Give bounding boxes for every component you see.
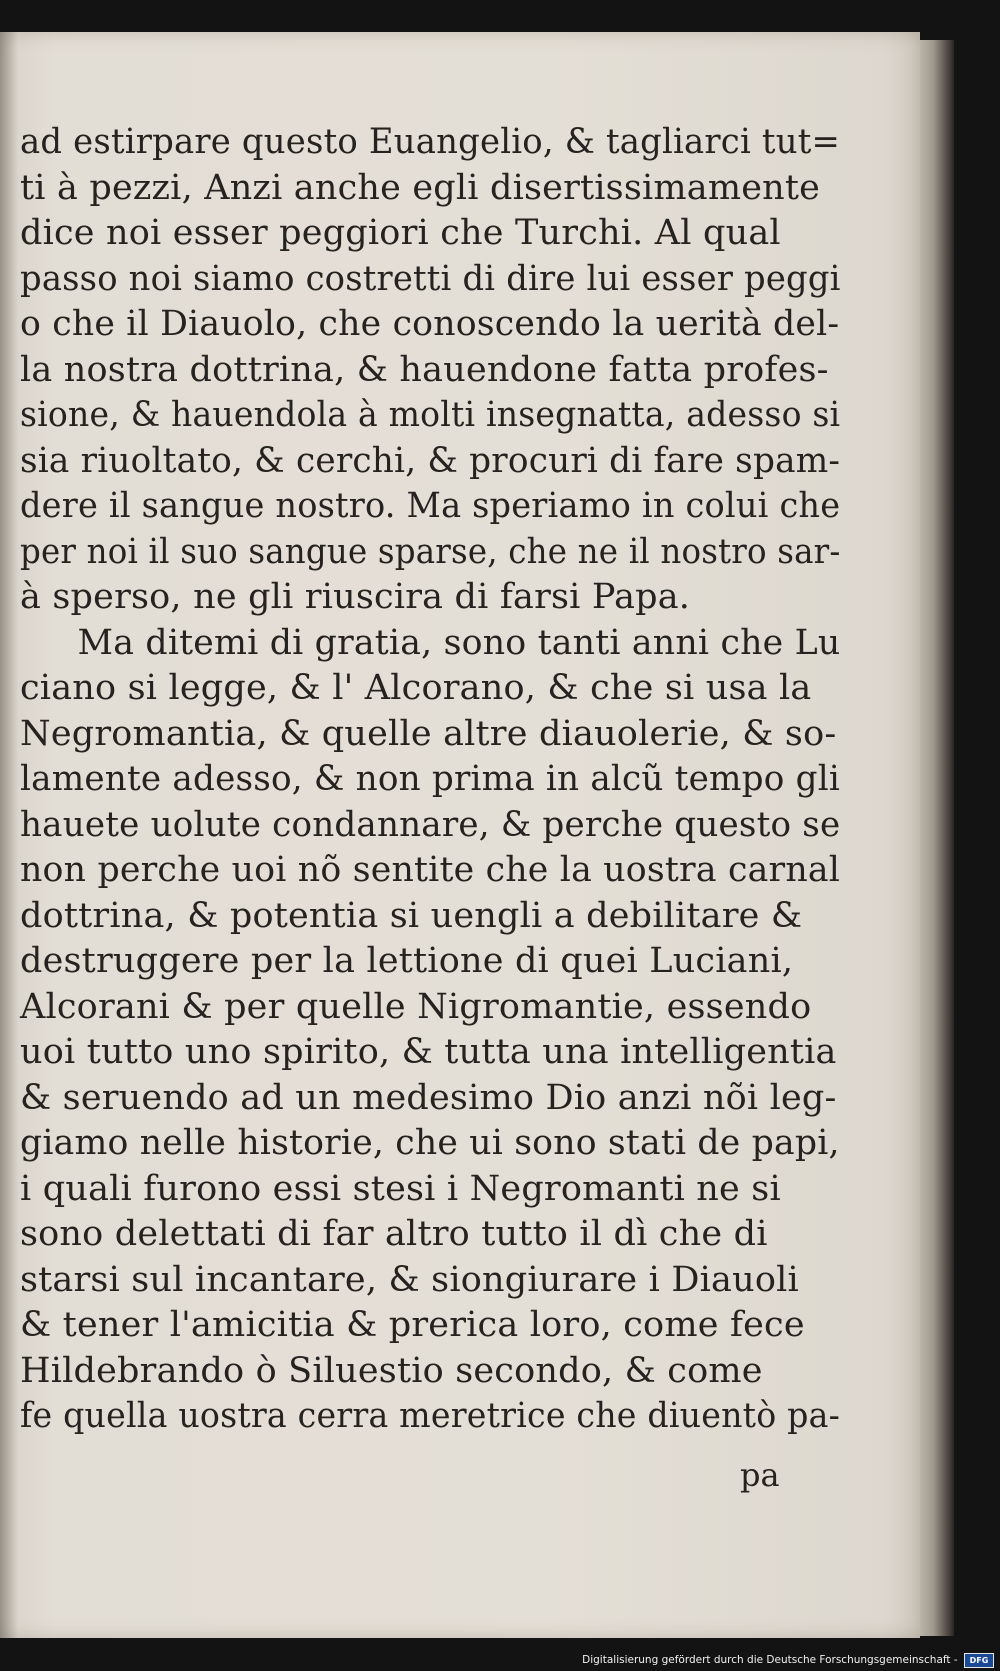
text-line: i quali furono essi stesi i Negromanti ne si xyxy=(20,1168,781,1209)
text-line: Negromantia, & quelle altre diauolerie, & so- xyxy=(20,713,837,754)
text-block xyxy=(20,120,840,1440)
text-line: & seruendo ad un medesimo Dio anzi nõi leg- xyxy=(20,1077,837,1118)
text-line: destruggere per la lettione di quei Luciani, xyxy=(20,941,794,981)
footer-credit-text: Digitalisierung gefördert durch die Deutsche Forschungsgemeinschaft - xyxy=(582,1654,958,1666)
text-line: uoi tutto uno spirito, & tutta una intelligentia xyxy=(20,1032,837,1072)
text-line: dice noi esser peggiori che Turchi. Al qual xyxy=(20,213,781,253)
footer-credit xyxy=(0,1649,994,1671)
text-line: lamente adesso, & non prima in alcũ tempo gli xyxy=(20,759,840,799)
text-line: ad estirpare questo Euangelio, & tagliarci tut= xyxy=(20,122,841,162)
text-line: hauete uolute condannare, & perche questo se xyxy=(20,804,841,845)
text-line: ciano si legge, & l' Alcorano, & che si usa la xyxy=(20,668,812,708)
text-line: dere il sangue nostro. Ma speriamo in colui che xyxy=(20,486,841,526)
text-line: starsi sul incantare, & siongiurare i Diauoli xyxy=(20,1259,799,1300)
text-line: giamo nelle historie, che ui sono stati de papi, xyxy=(20,1123,840,1163)
page-edge xyxy=(920,40,954,1636)
text-line: sione, & hauendola à molti insegnatta, adesso si xyxy=(20,395,841,435)
text-line: passo noi siamo costretti di dire lui esser peggi xyxy=(20,258,841,299)
text-line: dottrina, & potentia si uengli a debilitare & xyxy=(20,895,803,936)
paragraph-start-line: Ma ditemi di gratia, sono tanti anni che Lu xyxy=(77,622,841,663)
text-line: Alcorani & per quelle Nigromantie, essendo xyxy=(20,986,812,1027)
catchword: pa xyxy=(740,1456,780,1494)
text-line: la nostra dottrina, & hauendone fatta profes- xyxy=(20,349,829,390)
gutter-shadow xyxy=(0,32,18,1638)
text-line: sono delettati di far altro tutto il dì che di xyxy=(20,1214,768,1254)
text-line: non perche uoi nõ sentite che la uostra carnal xyxy=(20,850,841,890)
text-line: sia riuoltato, & cerchi, & procuri di fare spam- xyxy=(20,440,841,481)
text-line: ti à pezzi, Anzi anche egli disertissimamente xyxy=(20,167,821,208)
dfg-logo-icon: DFG xyxy=(964,1653,994,1668)
text-line: & tener l'amicitia & prerica loro, come fece xyxy=(20,1305,805,1345)
text-line: o che il Diauolo, che conoscendo la uerità del- xyxy=(20,304,840,344)
text-line: fe quella uostra cerra meretrice che diuentò pa- xyxy=(20,1396,841,1436)
text-line: à sperso, ne gli riuscira di farsi Papa. xyxy=(20,577,691,617)
text-line: Hildebrando ò Siluestio secondo, & come xyxy=(20,1350,763,1391)
text-line: per noi il suo sangue sparse, che ne il nostro sar- xyxy=(20,531,841,572)
